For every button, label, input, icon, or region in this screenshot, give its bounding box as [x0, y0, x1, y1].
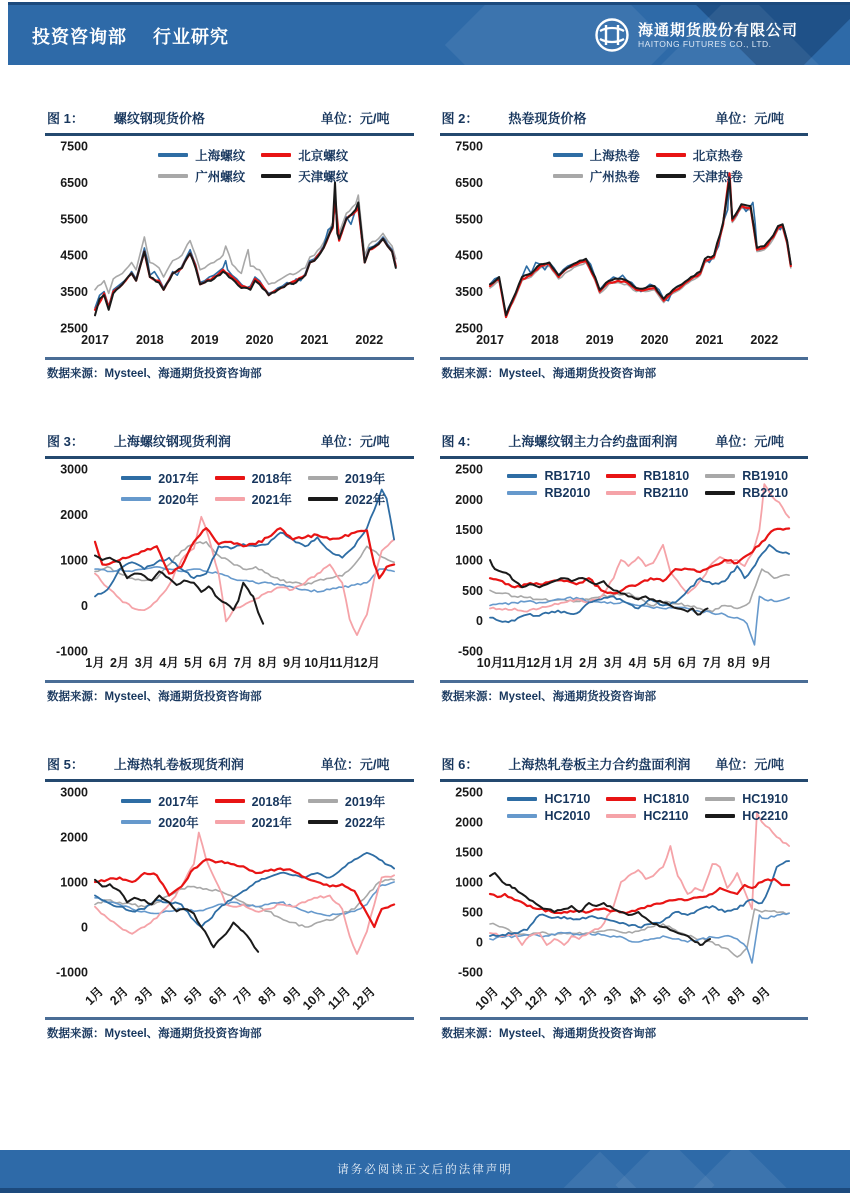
y-tick-label: 4500	[454, 248, 483, 263]
legend-label: HC2210	[742, 809, 789, 823]
x-tick-label: 2021	[300, 333, 329, 347]
chart-legend	[492, 792, 805, 823]
y-tick-label: 1500	[454, 523, 483, 538]
legend-label: 2020年	[158, 493, 199, 507]
chart-block-4	[440, 431, 809, 704]
x-tick-label: 2022	[355, 333, 384, 347]
legend-label: 2022年	[344, 816, 386, 830]
legend-item	[215, 813, 292, 831]
x-tick-label: 1月	[551, 984, 575, 1008]
legend-label: HC1910	[742, 792, 789, 806]
y-tick-label: 3500	[454, 285, 483, 300]
legend-swatch-pink	[606, 491, 636, 494]
y-tick-label: 6500	[60, 175, 88, 190]
legend-item	[507, 486, 590, 500]
unit-label: 单位：元/吨	[320, 757, 390, 772]
legend-item	[308, 813, 385, 831]
haitong-logo-icon	[594, 17, 630, 53]
x-tick-label: 7月	[702, 656, 722, 670]
legend-swatch-red	[261, 153, 291, 157]
x-tick-label: 12月	[349, 984, 378, 1010]
legend-label: 2021年	[251, 816, 292, 830]
legend-item	[705, 469, 788, 483]
chart-block-6	[440, 754, 809, 1041]
series-line-天津热卷	[490, 179, 791, 315]
series-line-HC1910	[490, 909, 789, 957]
x-tick-label: 4月	[625, 984, 649, 1008]
x-tick-label: 2018	[135, 333, 164, 347]
series-line-HC1810	[490, 879, 789, 913]
chart-title: 上海热轧卷板现货利润	[113, 757, 244, 772]
unit-label: 单位：元/吨	[715, 111, 784, 126]
x-tick-label: 11月	[501, 656, 528, 670]
legend-label: RB2010	[544, 486, 591, 500]
chart-title-row	[45, 431, 414, 459]
figure-label: 图 5：	[47, 757, 84, 772]
unit-label: 单位：元/吨	[715, 757, 784, 772]
legend-label: 上海热卷	[589, 149, 640, 163]
x-tick-label: 8月	[726, 656, 747, 670]
unit-label: 单位：元/吨	[320, 111, 390, 126]
legend-label: 2018年	[251, 795, 292, 809]
figure-label: 图 1：	[47, 111, 84, 126]
legend-item	[606, 809, 689, 823]
legend-item	[705, 809, 788, 823]
data-source-note: 数据来源：Mysteel、海通期货投资咨询部	[440, 357, 809, 381]
x-tick-label: 2月	[109, 656, 130, 670]
x-tick-label: 6月	[208, 656, 229, 670]
chart-title-row	[45, 108, 414, 136]
x-tick-label: 10月	[299, 984, 329, 1010]
x-tick-label: 5月	[181, 984, 205, 1008]
y-tick-label: 1000	[454, 875, 483, 890]
legend-label: RB1810	[643, 469, 690, 483]
y-tick-label: 6500	[454, 175, 483, 190]
x-tick-label: 2月	[107, 984, 131, 1008]
legend-swatch-steel	[158, 153, 188, 156]
y-tick-label: 0	[81, 920, 88, 935]
x-tick-label: 11月	[325, 984, 354, 1010]
y-tick-label: 7500	[454, 139, 483, 154]
legend-label: 2021年	[251, 493, 292, 507]
legend-label: RB1710	[544, 469, 591, 483]
x-tick-label: 2月	[575, 984, 600, 1008]
y-tick-label: 1500	[454, 845, 483, 860]
x-tick-label: 11月	[329, 656, 356, 670]
footer-bottom-strip	[0, 1188, 850, 1193]
y-tick-label: 2000	[454, 815, 483, 830]
series-line-HC2110	[490, 813, 789, 945]
legend-item	[121, 490, 198, 508]
legend-label: HC1710	[544, 792, 591, 806]
legend-swatch-pink	[606, 814, 636, 817]
unit-label: 单位：元/吨	[715, 434, 784, 449]
legend-label: RB1910	[742, 469, 789, 483]
series-line-广州螺纹	[95, 193, 396, 293]
chart-legend	[97, 792, 410, 831]
chart-title: 热卷现货价格	[508, 111, 587, 126]
legend-item	[553, 146, 640, 164]
legend-swatch-gray	[308, 476, 338, 479]
y-tick-label: 2000	[60, 508, 88, 522]
y-tick-label: -500	[457, 965, 483, 980]
legend-item	[606, 792, 689, 806]
legend-item	[121, 469, 198, 487]
figure-label: 图 6：	[441, 757, 479, 772]
legend-label: 北京热卷	[692, 149, 743, 163]
chart-area	[45, 138, 414, 355]
series-line-RB1810	[490, 529, 789, 594]
y-tick-label: 4500	[60, 248, 88, 263]
y-tick-label: 0	[81, 599, 88, 613]
y-tick-label: 3000	[60, 785, 88, 800]
y-tick-label: -1000	[56, 965, 88, 980]
data-source-note: 数据来源：Mysteel、海通期货投资咨询部	[440, 680, 809, 704]
legend-swatch-lightblue	[121, 820, 151, 823]
x-tick-label: 5月	[649, 984, 674, 1008]
x-tick-label: 2020	[640, 333, 668, 347]
chart-legend	[97, 469, 410, 508]
legend-swatch-red	[215, 476, 245, 480]
data-source-note: 数据来源：Mysteel、海通期货投资咨询部	[45, 680, 414, 704]
x-tick-label: 10月	[476, 656, 503, 670]
legend-item	[261, 167, 348, 185]
legend-swatch-steel	[121, 476, 151, 479]
chart-block-3	[45, 431, 414, 704]
report-body	[45, 108, 808, 1041]
x-tick-label: 12月	[521, 984, 551, 1010]
legend-swatch-gray	[553, 174, 583, 177]
legend-swatch-black	[308, 820, 338, 824]
chart-title-row	[440, 754, 809, 782]
y-tick-label: 500	[461, 905, 483, 920]
legend-label: 广州热卷	[589, 170, 640, 184]
x-tick-label: 4月	[628, 656, 648, 670]
legend-item	[158, 146, 245, 164]
y-tick-label: 5500	[60, 212, 88, 227]
x-tick-label: 8月	[724, 984, 748, 1008]
series-line-RB2110	[490, 484, 789, 611]
legend-label: 2018年	[251, 472, 292, 486]
legend-label: 广州螺纹	[195, 170, 246, 184]
y-tick-label: 500	[461, 583, 483, 598]
legend-swatch-steel	[507, 797, 537, 800]
x-tick-label: 8月	[255, 984, 280, 1008]
x-tick-label: 2019	[190, 333, 219, 347]
legend-item	[606, 486, 689, 500]
legend-item	[121, 792, 198, 810]
y-tick-label: 1000	[454, 553, 483, 568]
footer-band	[0, 1150, 850, 1188]
x-tick-label: 1月	[553, 656, 574, 670]
legend-item	[308, 490, 385, 508]
legend-item	[656, 146, 743, 164]
y-tick-label: 0	[475, 935, 483, 950]
chart-title-row	[440, 108, 809, 136]
x-tick-label: 10月	[472, 984, 501, 1010]
legend-swatch-black	[308, 497, 338, 501]
legend-item	[553, 167, 640, 185]
chart-legend	[97, 146, 410, 185]
legend-label: 2019年	[344, 472, 386, 486]
chart-block-2	[440, 108, 809, 381]
x-tick-label: 3月	[131, 984, 156, 1008]
x-tick-label: 2月	[578, 656, 599, 670]
legend-item	[656, 167, 743, 185]
legend-swatch-red	[606, 474, 636, 478]
legend-swatch-black	[705, 491, 735, 495]
series-line-广州热卷	[490, 184, 791, 313]
figure-label: 图 2：	[441, 111, 479, 126]
chart-legend	[492, 146, 805, 185]
legend-swatch-gray	[705, 474, 735, 477]
legend-label: HC2110	[643, 809, 689, 823]
x-tick-label: 3月	[134, 656, 155, 670]
legend-item	[705, 486, 788, 500]
figure-label: 图 4：	[441, 434, 479, 449]
series-line-天津螺纹	[95, 182, 396, 315]
y-tick-label: 3500	[60, 285, 88, 300]
legend-swatch-red	[215, 799, 245, 803]
x-tick-label: 2021	[695, 333, 723, 347]
disclaimer-text: 请务必阅读正文后的法律声明	[337, 1164, 513, 1176]
x-tick-label: 7月	[233, 656, 254, 670]
legend-label: 2017年	[158, 795, 199, 809]
x-tick-label: 9月	[748, 984, 773, 1008]
legend-item	[308, 792, 385, 810]
chart-area	[45, 461, 414, 678]
x-tick-label: 2018	[530, 333, 559, 347]
series-line-2021年	[95, 833, 394, 955]
legend-label: 上海螺纹	[195, 149, 246, 163]
y-tick-label: -500	[457, 644, 483, 659]
y-tick-label: 2500	[454, 785, 483, 800]
series-line-2019年	[95, 879, 394, 927]
legend-label: RB2110	[643, 486, 689, 500]
x-tick-label: 3月	[600, 984, 625, 1008]
legend-swatch-pink	[215, 820, 245, 823]
legend-swatch-lightblue	[507, 491, 537, 494]
chart-title: 螺纹钢现货价格	[113, 111, 205, 126]
x-tick-label: 9月	[280, 984, 304, 1008]
y-tick-label: 5500	[454, 212, 483, 227]
company-name-cn: 海通期货股份有限公司	[637, 21, 798, 39]
legend-swatch-gray	[705, 797, 735, 800]
legend-item	[507, 809, 590, 823]
chart-title-row	[440, 431, 809, 459]
series-line-2019年	[95, 542, 394, 585]
series-line-北京热卷	[490, 173, 791, 317]
legend-swatch-black	[261, 174, 291, 178]
legend-label: 天津螺纹	[298, 170, 349, 184]
y-tick-label: 3000	[60, 462, 88, 477]
legend-swatch-steel	[507, 474, 537, 477]
series-line-上海热卷	[490, 177, 791, 315]
x-tick-label: 12月	[525, 656, 553, 670]
legend-item	[507, 469, 590, 483]
legend-label: 北京螺纹	[298, 149, 349, 163]
chart-legend	[492, 469, 805, 500]
y-tick-label: 2000	[60, 830, 88, 845]
company-logo	[594, 17, 798, 53]
series-line-2018年	[95, 860, 394, 928]
chart-area	[440, 784, 809, 1015]
y-tick-label: 2500	[454, 321, 483, 336]
chart-block-5	[45, 754, 414, 1041]
legend-item	[121, 813, 198, 831]
y-tick-label: 2000	[454, 492, 483, 507]
legend-swatch-steel	[553, 153, 583, 156]
legend-item	[215, 490, 292, 508]
x-tick-label: 9月	[751, 656, 772, 670]
x-tick-label: 7月	[699, 984, 724, 1008]
legend-swatch-lightblue	[507, 814, 537, 817]
x-tick-label: 6月	[206, 984, 230, 1008]
x-tick-label: 6月	[677, 656, 697, 670]
section-label: 行业研究	[153, 27, 229, 47]
legend-label: HC2010	[544, 809, 591, 823]
x-tick-label: 2017	[81, 333, 109, 347]
legend-item	[215, 469, 292, 487]
x-tick-label: 4月	[159, 656, 179, 670]
chart-title: 上海螺纹钢主力合约盘面利润	[508, 434, 678, 449]
legend-label: 2017年	[158, 472, 199, 486]
x-tick-label: 10月	[304, 656, 331, 670]
chart-title-row	[45, 754, 414, 782]
legend-label: 天津热卷	[692, 170, 743, 184]
legend-item	[158, 167, 245, 185]
department-label: 投资咨询部	[32, 27, 127, 47]
legend-label: 2020年	[158, 816, 199, 830]
legend-label: 2022年	[344, 493, 386, 507]
x-tick-label: 12月	[353, 656, 381, 670]
x-tick-label: 11月	[497, 984, 526, 1010]
x-tick-label: 1月	[82, 984, 107, 1008]
y-tick-label: 0	[475, 614, 483, 629]
legend-item	[705, 792, 788, 806]
series-line-RB2010	[490, 596, 789, 645]
legend-swatch-steel	[121, 799, 151, 802]
legend-swatch-red	[656, 153, 686, 157]
y-tick-label: -1000	[56, 644, 88, 659]
x-tick-label: 5月	[184, 656, 204, 670]
chart-area	[45, 784, 414, 1015]
legend-label: 2019年	[344, 795, 386, 809]
y-tick-label: 7500	[60, 139, 88, 154]
legend-item	[215, 792, 292, 810]
legend-item	[606, 469, 689, 483]
header-band	[8, 2, 850, 65]
x-tick-label: 1月	[85, 656, 105, 670]
x-tick-label: 3月	[603, 656, 623, 670]
x-tick-label: 7月	[230, 984, 255, 1008]
company-name-en: HAITONG FUTURES CO., LTD.	[637, 38, 772, 49]
chart-title: 上海螺纹钢现货利润	[113, 434, 231, 449]
legend-label: RB2210	[742, 486, 789, 500]
legend-item	[507, 792, 590, 806]
legend-swatch-lightblue	[121, 497, 151, 500]
series-line-2017年	[95, 853, 394, 927]
y-tick-label: 1000	[60, 875, 88, 890]
x-tick-label: 2020	[245, 333, 274, 347]
y-tick-label: 2500	[454, 462, 483, 477]
legend-swatch-black	[705, 814, 735, 818]
data-source-note: 数据来源：Mysteel、海通期货投资咨询部	[440, 1017, 809, 1041]
legend-swatch-red	[606, 797, 636, 801]
x-tick-label: 9月	[282, 656, 303, 670]
x-tick-label: 8月	[258, 656, 278, 670]
legend-swatch-gray	[308, 799, 338, 802]
unit-label: 单位：元/吨	[320, 434, 390, 449]
charts-grid	[45, 108, 808, 1041]
legend-swatch-gray	[158, 174, 188, 177]
y-tick-label: 2500	[60, 321, 88, 336]
chart-block-1	[45, 108, 414, 381]
legend-item	[261, 146, 348, 164]
legend-item	[308, 469, 385, 487]
x-tick-label: 6月	[674, 984, 699, 1008]
x-tick-label: 2017	[475, 333, 504, 347]
figure-label: 图 3：	[47, 434, 84, 449]
x-tick-label: 2019	[585, 333, 614, 347]
data-source-note: 数据来源：Mysteel、海通期货投资咨询部	[45, 357, 414, 381]
y-tick-label: 1000	[60, 553, 88, 568]
legend-swatch-black	[656, 174, 686, 178]
legend-label: HC1810	[643, 792, 690, 806]
chart-area	[440, 461, 809, 678]
x-tick-label: 4月	[156, 984, 181, 1008]
x-tick-label: 2022	[749, 333, 778, 347]
chart-title: 上海热轧卷板主力合约盘面利润	[508, 757, 691, 772]
x-tick-label: 5月	[652, 656, 673, 670]
chart-area	[440, 138, 809, 355]
report-header	[32, 23, 255, 49]
data-source-note: 数据来源：Mysteel、海通期货投资咨询部	[45, 1017, 414, 1041]
legend-swatch-pink	[215, 497, 245, 500]
